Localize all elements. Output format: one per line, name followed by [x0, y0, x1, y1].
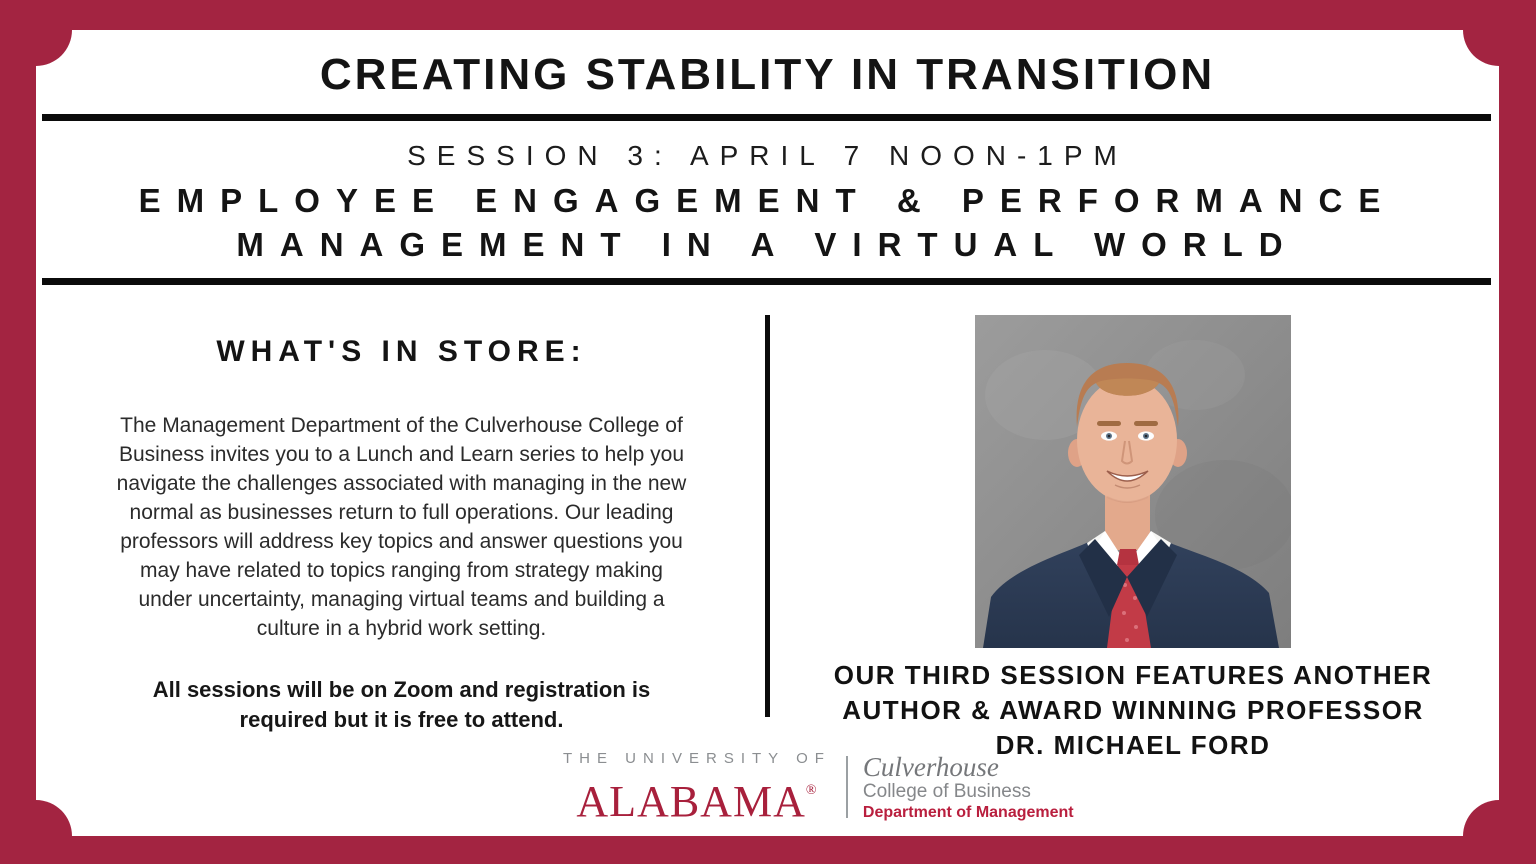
flyer-panel: [36, 30, 1499, 836]
whats-in-store-section: [36, 315, 767, 735]
caption-line-2: AUTHOR & AWARD WINNING PROFESSOR: [842, 695, 1424, 725]
session-schedule: SESSION 3: APRIL 7 NOON-1PM: [407, 140, 1128, 171]
college-of-business-text: College of Business: [862, 781, 1031, 802]
divider-top: [42, 114, 1491, 121]
logo-divider-bar: [846, 756, 848, 818]
corner-scallop-bottom-left: [36, 800, 72, 836]
section-body-text: The Management Department of the Culverhouse College of Business invites you to a Lunch and Learn series to help you navigate the challenges associated with managing in the new normal as businesses return to full operations. Our leading professors will address key topics and answer questions you may have related to topics ranging from strategy making under uncertainty, managing virtual teams and building a culture in a hybrid work setting.: [116, 414, 687, 640]
university-of-text: THE UNIVERSITY OF: [563, 750, 831, 767]
registration-note: All sessions will be on Zoom and registration is required but it is free to attend.: [152, 677, 651, 732]
speaker-portrait-photo: [975, 315, 1291, 648]
speaker-caption: [800, 658, 1466, 763]
page-title: CREATING STABILITY IN TRANSITION: [319, 50, 1216, 99]
caption-line-3: DR. MICHAEL FORD: [995, 730, 1271, 760]
caption-line-1: OUR THIRD SESSION FEATURES ANOTHER: [833, 660, 1433, 690]
registered-trademark-symbol: ®: [805, 783, 818, 798]
university-logo-lockup: [563, 750, 1074, 824]
portrait-illustration: [975, 315, 1291, 648]
session-topic-line-1: EMPLOYEE ENGAGEMENT & PERFORMANCE: [138, 182, 1397, 219]
section-heading: WHAT'S IN STORE:: [216, 335, 587, 368]
vertical-divider: [765, 315, 770, 717]
corner-scallop-bottom-right: [1463, 800, 1499, 836]
department-of-management-text: Department of Management: [862, 804, 1074, 821]
alabama-wordmark: [563, 769, 831, 824]
divider-bottom: [42, 278, 1491, 285]
alabama-text: ALABAMA: [576, 777, 806, 826]
culverhouse-script: Culverhouse: [862, 752, 999, 782]
college-lockup: [863, 751, 1074, 823]
university-wordmark: [563, 750, 831, 824]
session-topic-line-2: MANAGEMENT IN A VIRTUAL WORLD: [236, 226, 1299, 263]
